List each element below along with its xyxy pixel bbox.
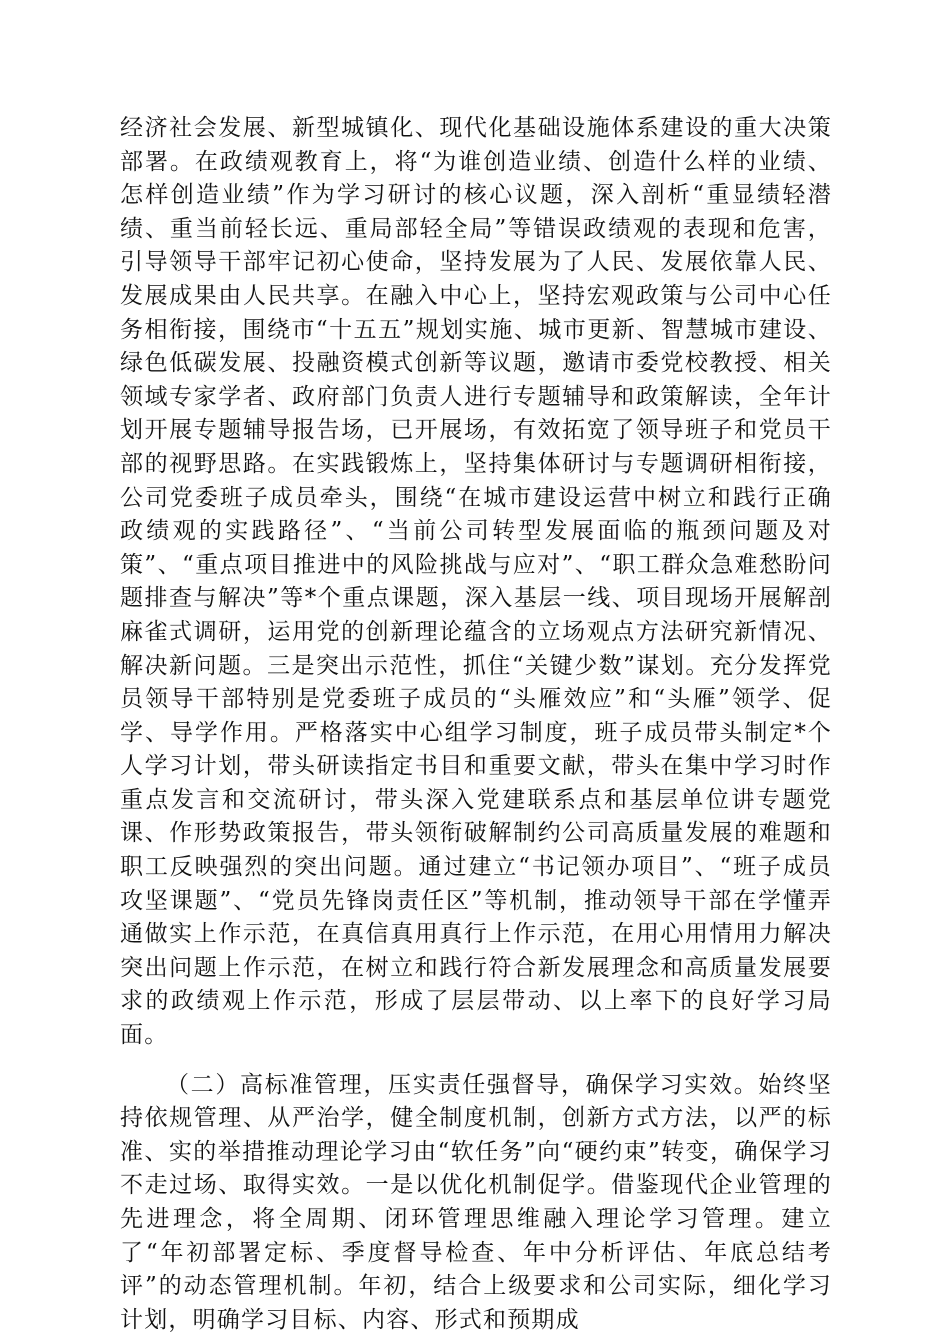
paragraph-continuation: 经济社会发展、新型城镇化、现代化基础设施体系建设的重大决策部署。在政绩观教育上，将“为谁创造业绩、创造什么样的业绩、怎样创造业绩”作为学习研讨的核心议题，深入剖析“重显绩轻潜绩、重当前轻长远、重局部轻全局”等错误政绩观的表现和危害，引导领导干部牢记初心使命，坚持发展为了人民、发展依靠人民、发展成果由人民共享。在融入中心上，坚持宏观政策与公司中心任务相衔接，围绕市“十五五”规划实施、城市更新、智慧城市建设、绿色低碳发展、投融资模式创新等议题，邀请市委党校教授、相关领域专家学者、政府部门负责人进行专题辅导和政策解读，全年计划开展专题辅导报告场，已开展场，有效拓宽了领导班子和党员干部的视野思路。在实践锻炼上，坚持集体研讨与专题调研相衔接，公司党委班子成员牵头，围绕“在城市建设运营中树立和践行正确政绩观的实践路径”、“当前公司转型发展面临的瓶颈问题及对策”、“重点项目推进中的风险挑战与应对”、“职工群众急难愁盼问题排查与解决”等*个重点课题，深入基层一线、项目现场开展解剖麻雀式调研，运用党的创新理论蕴含的立场观点方法研究新情况、解决新问题。三是突出示范性，抓住“关键少数”谋划。充分发挥党员领导干部特别是党委班子成员的“头雁效应”和“头雁”领学、促学、导学作用。严格落实中心组学习制度，班子成员带头制定*个人学习计划，带头研读指定书目和重要文献，带头在集中学习时作重点发言和交流研讨，带头深入党建联系点和基层单位讲专题党课、作形势政策报告，带头领衔破解制约公司高质量发展的难题和职工反映强烈的突出问题。通过建立“书记领办项目”、“班子成员攻坚课题”、“党员先锋岗责任区”等机制，推动领导干部在学懂弄通做实上作示范，在真信真用真行上作示范，在用心用情用力解决突出问题上作示范，在树立和践行符合新发展理念和高质量发展要求的政绩观上作示范，形成了层层带动、以上率下的良好学习局面。 (120, 115, 832, 1049)
paragraph-section-2: （二）高标准管理，压实责任强督导，确保学习实效。始终坚持依规管理、从严治学，健全制度机制，创新方式方法，以严的标准、实的举措推动理论学习由“软任务”向“硬约束”转变，确保学习不走过场、取得实效。一是以优化机制促学。借鉴现代企业管理的先进理念，将全周期、闭环管理思维融入理论学习管理。建立了“年初部署定标、季度督导检查、年中分析评估、年底总结考评”的动态管理机制。年初，结合上级要求和公司实际，细化学习计划，明确学习目标、内容、形式和预期成 (120, 1071, 832, 1333)
document-body (120, 112, 832, 1337)
